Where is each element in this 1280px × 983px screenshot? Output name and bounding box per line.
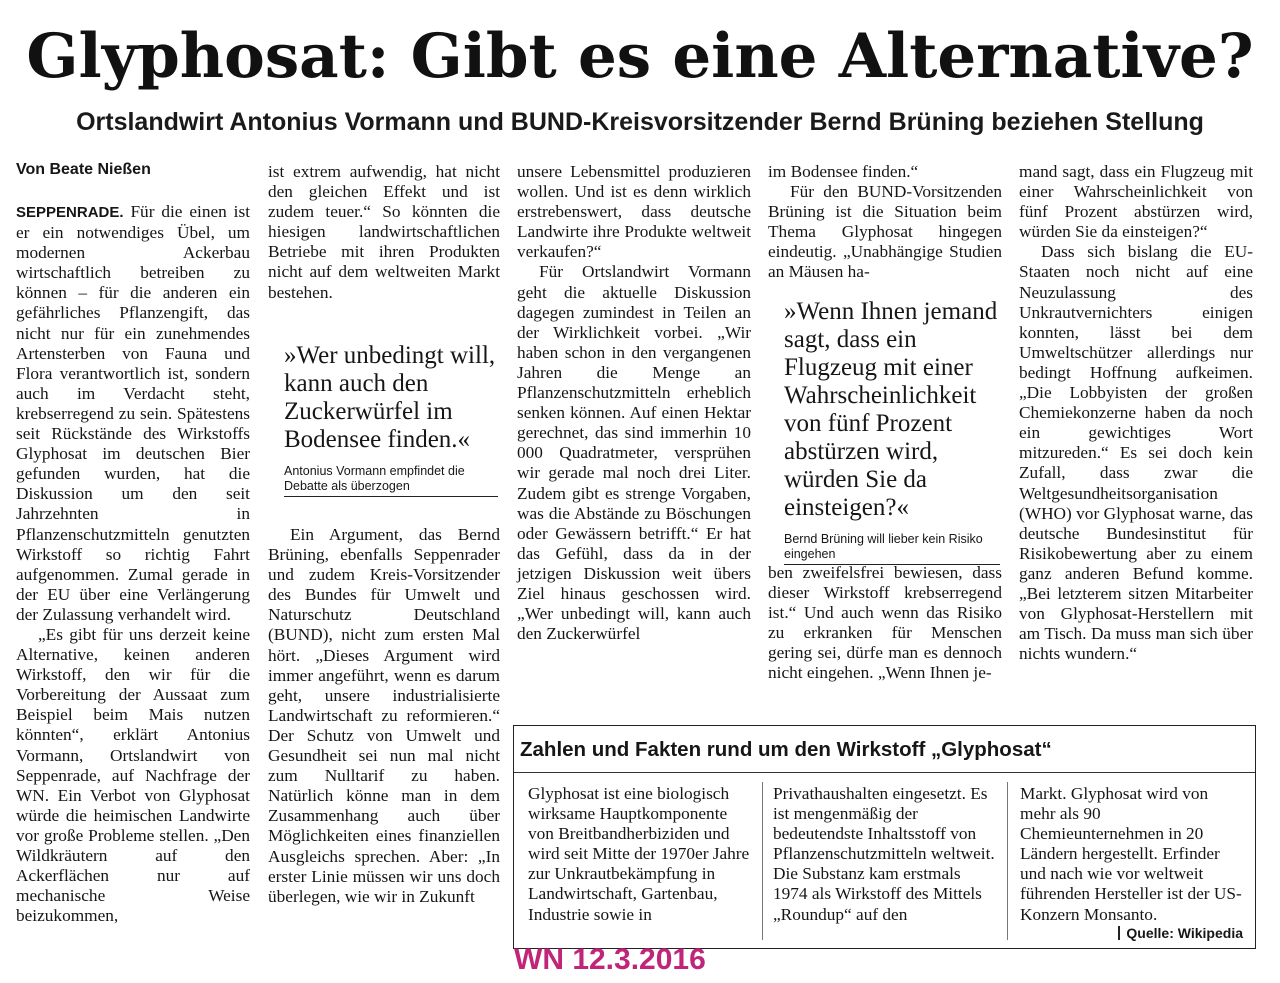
pull-quote-text: »Wenn Ihnen jemand sagt, dass ein Flugzeug mit einer Wahrscheinlichkeit von fünf Prozent abstürzen wird, würden Sie da einsteigen?« xyxy=(784,298,998,521)
paragraph: Für den BUND-Vorsitzenden Brüning ist die Situation beim Thema Glyphosat hingegen eindeutig. „Unabhängige Studien an Mäusen ha- xyxy=(768,182,1002,282)
paragraph: Dass sich bislang die EU-Staaten noch nicht auf eine Neuzulassung des Unkrautvernichters einigen konnten, lässt bei dem Umweltschützer allerdings nur bedingt Hoffnung aufkeimen. „Die Lobbyisten der großen Chemiekonzerne haben da noch ein gewichtiges Wort mitzureden.“ Es sei doch kein Zufall, dass zwar die Weltgesundheitsorganisation (WHO) vor Glyphosat warne, das deutsche Bundesinstitut für Risikobewertung aber zu einem ganz anderen Befund komme. „Bei letzterem sitzen Mitarbeiter von Glyphosat-Herstellern mit am Tisch. Da muss man sich über nichts wundern.“ xyxy=(1019,242,1253,664)
fact-box-title: Zahlen und Fakten rund um den Wirkstoff „Glyphosat“ xyxy=(514,726,1255,773)
date-stamp: WN 12.3.2016 xyxy=(514,943,706,976)
fact-box-column-3: Markt. Glyphosat wird von mehr als 90 Chemieunternehmen in 20 Ländern hergestellt. Erfinder und nach wie vor weltweit führenden Hersteller ist der US-Konzern Monsanto. xyxy=(1020,784,1242,924)
paragraph: Ein Argument, das Bernd Brüning, ebenfalls Seppenrader und zudem Kreis-Vorsitzender des Bundes für Umwelt und Naturschutz Deutschland (BUND), nicht zum ersten Mal hört. „Dieses Argument wird immer angeführt, wenn es darum geht, unsere industrialisierte Landwirtschaft zu reformieren.“ Der Schutz von Umwelt und Gesundheit sei nun mal nicht zum Nulltarif zu haben. Natürlich könne man in dem Zusammenhang auch über Möglichkeiten eines finanziellen Ausgleichs sprechen. Aber: „In erster Linie müssen wir uns doch überlegen, wie wir in Zukunft xyxy=(268,525,500,906)
fact-box-column-2: Privathaushalten eingesetzt. Es ist mengenmäßig der bedeutendste Inhaltsstoff von Pflanzenschutzmitteln weltweit. Die Substanz kam erstmals 1974 als Wirkstoff des Mittels „Roundup“ auf den xyxy=(773,784,995,924)
paragraph: Für Ortslandwirt Vormann geht die aktuelle Diskussion dagegen zumindest in Teilen an der Wirklichkeit vorbei. „Wir haben schon in den vergangenen Jahren die Menge an Pflanzenschutzmitteln erheblich senken können. Auf einen Hektar gerechnet, das sind immerhin 10 000 Quadratmeter, versprühen wir gerade mal noch drei Liter. Zudem gibt es strenge Vorgaben, was die Abstände zu Böschungen oder Gewässern betrifft.“ Er hat das Gefühl, dass da in der jetzigen Diskussion weit übers Ziel hinaus geschossen wird. „Wer unbedingt will, kann auch den Zuckerwürfel xyxy=(517,262,751,644)
pull-quote-vormann xyxy=(284,342,498,497)
paragraph: mand sagt, dass ein Flugzeug mit einer Wahrscheinlichkeit von fünf Prozent abstürzen wird, würden Sie da einsteigen?“ xyxy=(1019,162,1253,242)
byline: Von Beate Nießen xyxy=(16,161,151,178)
article-column-3 xyxy=(517,162,751,644)
source-text: Quelle: Wikipedia xyxy=(1126,925,1243,941)
paragraph: ben zweifelsfrei bewiesen, dass dieser Wirkstoff krebserregend ist.“ Und auch wenn das Risiko zu erkranken für Menschen gering sei, dürfe man es dennoch nicht eingehen. „Wenn Ihnen je- xyxy=(768,563,1002,683)
headline: Glyphosat: Gibt es eine Alternative? xyxy=(26,21,1254,92)
fact-box-column-1: Glyphosat ist eine biologisch wirksame Hauptkomponente von Breitbandherbiziden und wird seit Mitte der 1970er Jahre zur Unkrautbekämpfung in Landwirtschaft, Gartenbau, Industrie sowie in xyxy=(528,784,750,924)
pull-quote-text: »Wer unbedingt will, kann auch den Zuckerwürfel im Bodensee finden.« xyxy=(284,342,496,453)
source-bar-icon xyxy=(1118,926,1120,940)
fact-box-divider xyxy=(1007,782,1008,940)
article-column-4-continued xyxy=(768,563,1002,684)
paragraph: SEPPENRADE. Für die einen ist er ein notwendiges Übel, um modernen Ackerbau wirtschaftlich betreiben zu können – für die anderen ein gefährliches Pflanzengift, das nicht nur für ein zunehmendes Artensterben von Fauna und Flora verantwortlich ist, sondern auch im Verdacht steht, krebserregend zu sein. Spätestens seit Rückstände des Wirkstoffs Glyphosat im deutschen Bier gefunden wurden, hat die Diskussion um den seit Jahrzehnten in Pflanzenschutzmitteln genutzten Wirkstoff so richtig Fahrt aufgenommen. Zumal gerade in der EU über eine Verlängerung der Zulassung verhandelt wird. xyxy=(16,202,250,624)
fact-box-source xyxy=(1118,924,1243,942)
paragraph: im Bodensee finden.“ xyxy=(768,162,919,181)
article-column-2 xyxy=(268,162,500,303)
paragraph: „Es gibt für uns derzeit keine Alternative, keinen anderen Wirkstoff, den wir für die Vorbereitung der Aussaat zum Beispiel beim Mais nutzen könnten“, erklärt Antonius Vormann, Ortslandwirt von Seppenrade, auf Nachfrage der WN. Ein Verbot von Glyphosat würde die heimischen Landwirte vor große Probleme stellen. „Den Wildkräutern auf den Ackerflächen nur auf mechanische Weise beizukommen, xyxy=(16,624,250,926)
pull-quote-caption: Antonius Vormann empfindet die Debatte als überzogen xyxy=(284,464,498,497)
fact-box-divider xyxy=(762,782,763,940)
fact-box xyxy=(513,725,1256,949)
dateline: SEPPENRADE. xyxy=(16,204,124,221)
article-column-1 xyxy=(16,160,250,926)
article-column-2-continued xyxy=(268,525,500,907)
pull-quote-bruening xyxy=(784,298,1000,565)
article-column-4 xyxy=(768,162,1002,283)
pull-quote-caption: Bernd Brüning will lieber kein Risiko eingehen xyxy=(784,532,1000,565)
paragraph: ist extrem aufwendig, hat nicht den gleichen Effekt und ist zudem teuer.“ So könnten die hiesigen landwirtschaftlichen Betriebe mit ihren Produkten nicht auf dem weltweiten Markt bestehen. xyxy=(268,162,500,302)
subheadline: Ortslandwirt Antonius Vormann und BUND-Kreisvorsitzender Bernd Brüning beziehen Stellung xyxy=(76,108,1204,136)
paragraph: unsere Lebensmittel produzieren wollen. Und ist es denn wirklich erstrebenswert, dass deutsche Landwirte ihre Produkte weltweit verkaufen?“ xyxy=(517,162,751,262)
article-column-5 xyxy=(1019,162,1253,664)
